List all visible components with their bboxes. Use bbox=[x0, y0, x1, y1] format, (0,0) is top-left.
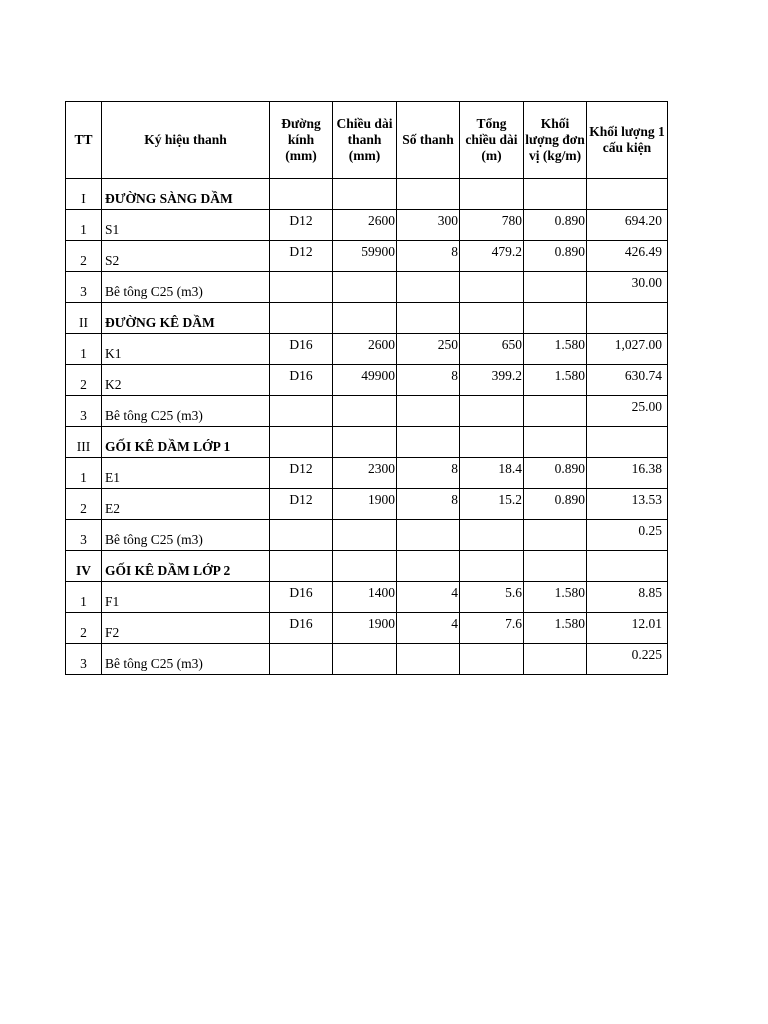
cell-name: Bê tông C25 (m3) bbox=[102, 520, 270, 551]
cell-piece-mass bbox=[587, 551, 668, 582]
cell-count: 8 bbox=[397, 489, 460, 520]
cell-unit-mass bbox=[524, 644, 587, 675]
cell-unit-mass bbox=[524, 303, 587, 334]
cell-tt: 1 bbox=[66, 210, 102, 241]
header-row bbox=[66, 102, 668, 179]
cell-diameter bbox=[270, 396, 333, 427]
cell-tt: 2 bbox=[66, 489, 102, 520]
cell-count bbox=[397, 520, 460, 551]
cell-total-length bbox=[460, 520, 524, 551]
cell-length bbox=[333, 551, 397, 582]
cell-name: Bê tông C25 (m3) bbox=[102, 272, 270, 303]
cell-tt: 3 bbox=[66, 520, 102, 551]
cell-total-length: 18.4 bbox=[460, 458, 524, 489]
cell-name: Bê tông C25 (m3) bbox=[102, 644, 270, 675]
cell-count bbox=[397, 551, 460, 582]
cell-tt: 3 bbox=[66, 644, 102, 675]
cell-unit-mass: 1.580 bbox=[524, 334, 587, 365]
cell-total-length: 479.2 bbox=[460, 241, 524, 272]
cell-name: S2 bbox=[102, 241, 270, 272]
cell-count: 300 bbox=[397, 210, 460, 241]
cell-piece-mass: 630.74 bbox=[587, 365, 668, 396]
section-row bbox=[66, 427, 668, 458]
header-unit-mass: Khối lượng đơn vị (kg/m) bbox=[524, 102, 587, 179]
cell-diameter bbox=[270, 551, 333, 582]
cell-total-length bbox=[460, 396, 524, 427]
table-row bbox=[66, 458, 668, 489]
section-row bbox=[66, 303, 668, 334]
cell-total-length bbox=[460, 427, 524, 458]
cell-name: ĐƯỜNG KÊ DẦM bbox=[102, 303, 270, 334]
table-row bbox=[66, 520, 668, 551]
section-row bbox=[66, 179, 668, 210]
cell-unit-mass: 0.890 bbox=[524, 458, 587, 489]
cell-piece-mass: 0.25 bbox=[587, 520, 668, 551]
cell-name: F1 bbox=[102, 582, 270, 613]
cell-count: 4 bbox=[397, 613, 460, 644]
cell-diameter: D16 bbox=[270, 365, 333, 396]
cell-unit-mass: 1.580 bbox=[524, 365, 587, 396]
cell-name: GỐI KÊ DẦM LỚP 1 bbox=[102, 427, 270, 458]
cell-name: E1 bbox=[102, 458, 270, 489]
cell-unit-mass bbox=[524, 551, 587, 582]
cell-length: 59900 bbox=[333, 241, 397, 272]
cell-count bbox=[397, 179, 460, 210]
cell-length bbox=[333, 396, 397, 427]
cell-unit-mass bbox=[524, 179, 587, 210]
cell-total-length bbox=[460, 551, 524, 582]
cell-count bbox=[397, 644, 460, 675]
cell-count: 8 bbox=[397, 458, 460, 489]
cell-length bbox=[333, 520, 397, 551]
cell-diameter: D12 bbox=[270, 458, 333, 489]
table-row bbox=[66, 489, 668, 520]
header-name: Ký hiệu thanh bbox=[102, 102, 270, 179]
cell-tt: 3 bbox=[66, 272, 102, 303]
table-row bbox=[66, 582, 668, 613]
cell-unit-mass: 0.890 bbox=[524, 210, 587, 241]
table-row bbox=[66, 334, 668, 365]
header-length: Chiều dài thanh (mm) bbox=[333, 102, 397, 179]
cell-tt: 2 bbox=[66, 613, 102, 644]
cell-total-length: 15.2 bbox=[460, 489, 524, 520]
cell-diameter: D16 bbox=[270, 582, 333, 613]
table-row bbox=[66, 613, 668, 644]
cell-length bbox=[333, 427, 397, 458]
cell-diameter bbox=[270, 303, 333, 334]
cell-diameter: D12 bbox=[270, 489, 333, 520]
cell-length: 1900 bbox=[333, 613, 397, 644]
cell-unit-mass bbox=[524, 427, 587, 458]
cell-length bbox=[333, 272, 397, 303]
cell-name: ĐƯỜNG SÀNG DẦM bbox=[102, 179, 270, 210]
cell-piece-mass: 8.85 bbox=[587, 582, 668, 613]
table-row bbox=[66, 210, 668, 241]
cell-piece-mass bbox=[587, 303, 668, 334]
cell-length: 1900 bbox=[333, 489, 397, 520]
cell-unit-mass bbox=[524, 272, 587, 303]
cell-piece-mass: 426.49 bbox=[587, 241, 668, 272]
table-row bbox=[66, 365, 668, 396]
cell-length: 2600 bbox=[333, 210, 397, 241]
cell-length: 2600 bbox=[333, 334, 397, 365]
cell-diameter: D16 bbox=[270, 613, 333, 644]
cell-diameter bbox=[270, 179, 333, 210]
cell-unit-mass bbox=[524, 396, 587, 427]
cell-diameter: D12 bbox=[270, 241, 333, 272]
cell-total-length: 5.6 bbox=[460, 582, 524, 613]
header-tt: TT bbox=[66, 102, 102, 179]
header-total-length: Tổng chiều dài (m) bbox=[460, 102, 524, 179]
cell-name: S1 bbox=[102, 210, 270, 241]
header-count: Số thanh bbox=[397, 102, 460, 179]
cell-piece-mass: 694.20 bbox=[587, 210, 668, 241]
cell-count: 8 bbox=[397, 241, 460, 272]
cell-count bbox=[397, 427, 460, 458]
cell-tt: I bbox=[66, 179, 102, 210]
cell-name: GỐI KÊ DẦM LỚP 2 bbox=[102, 551, 270, 582]
table-body bbox=[66, 179, 668, 675]
cell-diameter bbox=[270, 520, 333, 551]
cell-name: E2 bbox=[102, 489, 270, 520]
table-row bbox=[66, 396, 668, 427]
cell-piece-mass: 12.01 bbox=[587, 613, 668, 644]
cell-length bbox=[333, 303, 397, 334]
cell-diameter bbox=[270, 427, 333, 458]
cell-tt: III bbox=[66, 427, 102, 458]
cell-diameter bbox=[270, 644, 333, 675]
table-header bbox=[66, 102, 668, 179]
cell-total-length: 7.6 bbox=[460, 613, 524, 644]
cell-tt: 1 bbox=[66, 334, 102, 365]
table-row bbox=[66, 241, 668, 272]
cell-piece-mass bbox=[587, 427, 668, 458]
cell-total-length: 780 bbox=[460, 210, 524, 241]
table-row bbox=[66, 272, 668, 303]
cell-piece-mass: 1,027.00 bbox=[587, 334, 668, 365]
cell-tt: 2 bbox=[66, 241, 102, 272]
cell-length bbox=[333, 644, 397, 675]
cell-length: 1400 bbox=[333, 582, 397, 613]
cell-count bbox=[397, 272, 460, 303]
cell-tt: 3 bbox=[66, 396, 102, 427]
cell-unit-mass: 0.890 bbox=[524, 489, 587, 520]
table-row bbox=[66, 644, 668, 675]
cell-name: Bê tông C25 (m3) bbox=[102, 396, 270, 427]
cell-piece-mass: 16.38 bbox=[587, 458, 668, 489]
cell-tt: IV bbox=[66, 551, 102, 582]
cell-count bbox=[397, 396, 460, 427]
cell-tt: 1 bbox=[66, 458, 102, 489]
cell-total-length: 650 bbox=[460, 334, 524, 365]
cell-count: 4 bbox=[397, 582, 460, 613]
cell-total-length: 399.2 bbox=[460, 365, 524, 396]
cell-unit-mass: 0.890 bbox=[524, 241, 587, 272]
cell-unit-mass: 1.580 bbox=[524, 613, 587, 644]
cell-tt: 1 bbox=[66, 582, 102, 613]
cell-piece-mass: 25.00 bbox=[587, 396, 668, 427]
cell-length: 49900 bbox=[333, 365, 397, 396]
cell-total-length bbox=[460, 303, 524, 334]
cell-tt: 2 bbox=[66, 365, 102, 396]
cell-total-length bbox=[460, 644, 524, 675]
cell-total-length bbox=[460, 179, 524, 210]
cell-tt: II bbox=[66, 303, 102, 334]
header-piece-mass: Khối lượng 1 cấu kiện bbox=[587, 102, 668, 179]
cell-unit-mass: 1.580 bbox=[524, 582, 587, 613]
rebar-table bbox=[65, 101, 668, 675]
section-row bbox=[66, 551, 668, 582]
cell-name: F2 bbox=[102, 613, 270, 644]
cell-name: K2 bbox=[102, 365, 270, 396]
cell-diameter: D16 bbox=[270, 334, 333, 365]
header-diameter: Đường kính (mm) bbox=[270, 102, 333, 179]
cell-piece-mass bbox=[587, 179, 668, 210]
cell-diameter: D12 bbox=[270, 210, 333, 241]
cell-total-length bbox=[460, 272, 524, 303]
cell-piece-mass: 0.225 bbox=[587, 644, 668, 675]
cell-count: 250 bbox=[397, 334, 460, 365]
cell-length: 2300 bbox=[333, 458, 397, 489]
cell-unit-mass bbox=[524, 520, 587, 551]
cell-piece-mass: 13.53 bbox=[587, 489, 668, 520]
cell-count: 8 bbox=[397, 365, 460, 396]
cell-length bbox=[333, 179, 397, 210]
cell-name: K1 bbox=[102, 334, 270, 365]
cell-diameter bbox=[270, 272, 333, 303]
cell-count bbox=[397, 303, 460, 334]
cell-piece-mass: 30.00 bbox=[587, 272, 668, 303]
